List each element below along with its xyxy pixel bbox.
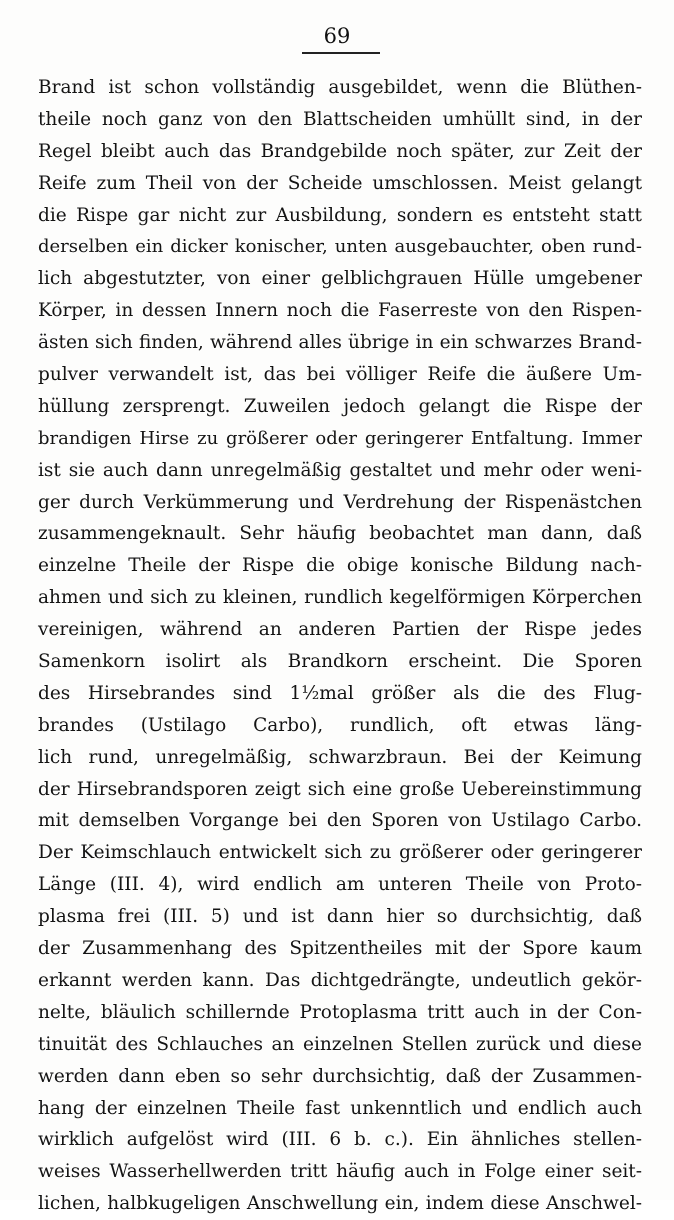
text-line: Brand ist schon vollständig ausgebildet, wenn die Blüthen- xyxy=(38,77,642,98)
text-line: erkannt werden kann. Das dichtgedrängte, undeutlich gekör- xyxy=(38,969,642,991)
text-line: einzelne Theile der Rispe die obige konische Bildung nach- xyxy=(38,555,642,577)
text-line: ästen sich finden, während alles übrige in ein schwarzes Brand- xyxy=(38,332,642,354)
text-line: hüllung zersprengt. Zuweilen jedoch gelangt die Rispe der xyxy=(38,395,642,417)
text-line: ist sie auch dann unregelmäßig gestaltet und mehr oder weni- xyxy=(38,459,642,481)
text-line: die Rispe gar nicht zur Ausbildung, sondern es entsteht statt xyxy=(38,204,642,226)
header-rule xyxy=(302,52,380,54)
text-line: ahmen und sich zu kleinen, rundlich kegelförmigen Körperchen xyxy=(38,587,642,609)
text-line: mit demselben Vorgange bei den Sporen von Ustilago Carbo. xyxy=(38,810,642,832)
text-line: lich rund, unregelmäßig, schwarzbraun. Bei der Keimung xyxy=(38,746,642,768)
text-line: plasma frei (III. 5) und ist dann hier so durchsichtig, daß xyxy=(38,906,642,928)
text-line: werden dann eben so sehr durchsichtig, daß der Zusammen- xyxy=(38,1065,642,1087)
text-line: Körper, in dessen Innern noch die Faserreste von den Rispen- xyxy=(38,300,642,322)
text-line: lich abgestutzter, von einer gelblichgrauen Hülle umgebener xyxy=(38,268,642,290)
text-line: hang der einzelnen Theile fast unkenntlich und endlich auch xyxy=(38,1097,642,1119)
text-line: Samenkorn isolirt als Brandkorn erscheint. Die Sporen xyxy=(38,651,642,673)
text-line: Länge (III. 4), wird endlich am unteren Theile von Proto- xyxy=(38,874,642,896)
text-line: wirklich aufgelöst wird (III. 6 b. c.). Ein ähnliches stellen- xyxy=(38,1129,642,1151)
text-line: brandes (Ustilago Carbo), rundlich, oft etwas läng- xyxy=(38,714,642,736)
text-line: Regel bleibt auch das Brandgebilde noch später, zur Zeit der xyxy=(38,140,642,162)
body-text xyxy=(38,72,642,1220)
text-line: der Hirsebrandsporen zeigt sich eine große Uebereinstimmung xyxy=(38,778,642,800)
text-line: der Zusammenhang des Spitzentheiles mit der Spore kaum xyxy=(38,938,642,960)
text-line: vereinigen, während an anderen Partien der Rispe jedes xyxy=(38,619,642,641)
page-number: 69 xyxy=(323,24,351,48)
text-line: derselben ein dicker konischer, unten ausgebauchter, oben rund- xyxy=(38,236,642,258)
text-line: brandigen Hirse zu größerer oder geringerer Entfaltung. Immer xyxy=(38,427,642,449)
text-line: theile noch ganz von den Blattscheiden umhüllt sind, in der xyxy=(38,108,642,130)
text-line: Der Keimschlauch entwickelt sich zu größerer oder geringerer xyxy=(38,842,642,864)
text-line: zusammengeknault. Sehr häufig beobachtet man dann, daß xyxy=(38,523,642,545)
text-line: tinuität des Schlauches an einzelnen Stellen zurück und diese xyxy=(38,1033,642,1055)
text-line: nelte, bläulich schillernde Protoplasma tritt auch in der Con- xyxy=(38,1001,642,1023)
text-line: lichen, halbkugeligen Anschwellung ein, indem diese Anschwel- xyxy=(38,1193,642,1215)
text-line: ger durch Verkümmerung und Verdrehung der Rispenästchen xyxy=(38,491,642,513)
text-line: weises Wasserhellwerden tritt häufig auch in Folge einer seit- xyxy=(38,1161,642,1183)
text-line: Reife zum Theil von der Scheide umschlossen. Meist gelangt xyxy=(38,172,642,194)
text-line: des Hirsebrandes sind 1½mal größer als die des Flug- xyxy=(38,682,642,704)
text-line: pulver verwandelt ist, das bei völliger Reife die äußere Um- xyxy=(38,364,642,386)
